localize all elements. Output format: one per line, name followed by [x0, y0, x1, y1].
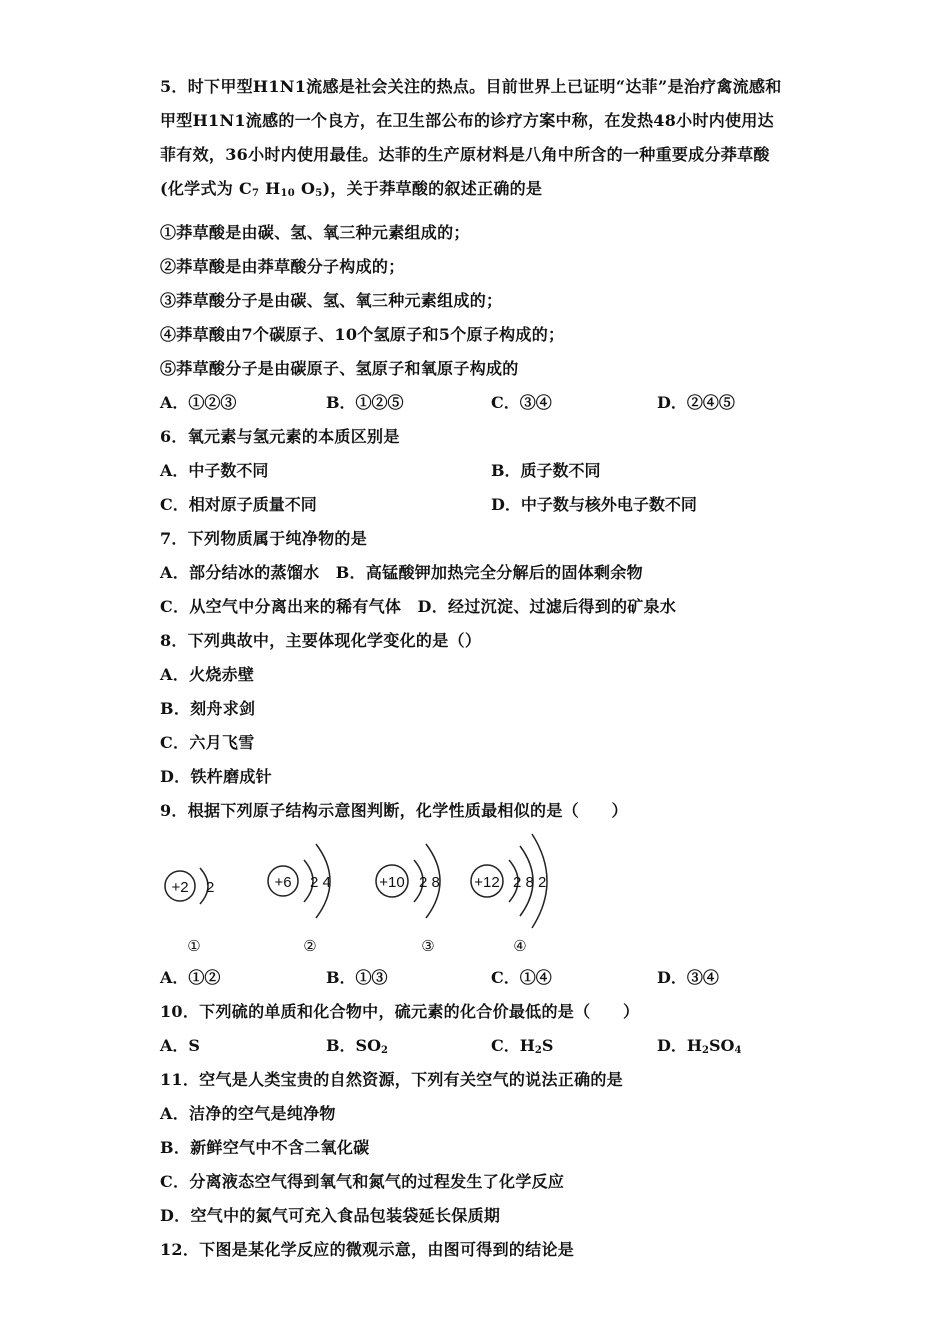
- q11-option-d[interactable]: D．空气中的氮气可充入食品包装袋延长保质期: [160, 1206, 501, 1225]
- q5-option-d[interactable]: D．②④⑤: [657, 393, 735, 412]
- q5-statement-2: ②莽草酸是由莽草酸分子构成的；: [160, 257, 405, 276]
- q7-options-line-2[interactable]: C．从空气中分离出来的稀有气体 D．经过沉淀、过滤后得到的矿泉水: [160, 597, 677, 616]
- q5-formula-o-count: 5: [315, 188, 323, 199]
- q10-option-b[interactable]: [326, 1036, 388, 1061]
- q9-stem: 9．根据下列原子结构示意图判断，化学性质最相似的是（ ）: [160, 801, 628, 820]
- q5-option-a[interactable]: A．①②③: [160, 393, 237, 412]
- q11-option-b[interactable]: B．新鲜空气中不含二氧化碳: [160, 1138, 370, 1157]
- q10-option-d[interactable]: [657, 1036, 741, 1061]
- atom-4-nucleus: +12: [474, 874, 500, 891]
- q12-stem: 12．下图是某化学反应的微观示意，由图可得到的结论是: [160, 1240, 575, 1259]
- q6-option-b[interactable]: B．质子数不同: [491, 461, 601, 480]
- atom-4-electrons: 2 8 2: [513, 874, 547, 891]
- q5-formula-h: H: [259, 179, 281, 198]
- q5-statement-1: ①莽草酸是由碳、氢、氧三种元素组成的；: [160, 223, 470, 242]
- q5-statement-5: ⑤莽草酸分子是由碳原子、氢原子和氧原子构成的: [160, 359, 519, 378]
- q5-option-b[interactable]: B．①②⑤: [326, 393, 404, 412]
- q10-option-c-sub: 2: [534, 1045, 542, 1056]
- q7-options-line-1[interactable]: A．部分结冰的蒸馏水 B．高锰酸钾加热完全分解后的固体剩余物: [160, 563, 643, 582]
- q5-formula-prefix: (化学式为 C: [160, 179, 252, 198]
- q5-formula-o: O: [295, 179, 316, 198]
- q5-stem-line-2: 甲型H1N1流感的一个良方，在卫生部公布的诊疗方案中称，在发热48小时内使用达: [160, 111, 774, 130]
- q10-option-a[interactable]: A．S: [160, 1036, 200, 1055]
- q5-stem-line-3: 菲有效，36小时内使用最佳。达菲的生产原材料是八角中所含的一种重要成分莽草酸: [160, 145, 770, 164]
- q10-option-c-text: C．H: [491, 1036, 535, 1055]
- q10-option-d-sub-1: 2: [702, 1045, 709, 1056]
- q9-option-a[interactable]: A．①②: [160, 968, 221, 987]
- atom-2-nucleus: +6: [274, 874, 292, 891]
- q9-option-c[interactable]: C．①④: [491, 968, 552, 987]
- q5-formula-suffix: )，关于莽草酸的叙述正确的是: [322, 179, 543, 198]
- q10-option-d-text: D．H: [657, 1036, 702, 1055]
- q8-option-c[interactable]: C．六月飞雪: [160, 733, 255, 752]
- q11-option-c[interactable]: C．分离液态空气得到氧气和氮气的过程发生了化学反应: [160, 1172, 565, 1191]
- q6-option-c[interactable]: C．相对原子质量不同: [160, 495, 317, 514]
- q9-option-d[interactable]: D．③④: [657, 968, 719, 987]
- q5-formula-c-count: 7: [251, 188, 260, 199]
- atom-3-electrons: 2 8: [419, 874, 440, 891]
- q11-option-a[interactable]: A．洁净的空气是纯净物: [160, 1104, 336, 1123]
- atomic-structure-figure: [160, 826, 560, 956]
- q5-statement-3: ③莽草酸分子是由碳、氢、氧三种元素组成的；: [160, 291, 503, 310]
- q6-option-a[interactable]: A．中子数不同: [160, 461, 269, 480]
- q11-stem: 11．空气是人类宝贵的自然资源，下列有关空气的说法正确的是: [160, 1070, 623, 1089]
- q7-stem: 7．下列物质属于纯净物的是: [160, 529, 368, 548]
- atom-1-label: ①: [187, 938, 201, 955]
- q6-option-d[interactable]: D．中子数与核外电子数不同: [491, 495, 697, 514]
- atom-1-nucleus: +2: [171, 879, 189, 896]
- atom-3-nucleus: +10: [379, 874, 405, 891]
- q8-option-d[interactable]: D．铁杵磨成针: [160, 767, 272, 786]
- q5-formula-h-count: 10: [280, 188, 296, 199]
- q10-option-d-mid: SO: [708, 1036, 735, 1055]
- atom-4-label: ④: [513, 938, 527, 955]
- atom-2-label: ②: [303, 938, 317, 955]
- q10-option-c[interactable]: [491, 1036, 553, 1061]
- q5-statement-4: ④莽草酸由7个碳原子、10个氢原子和5个原子构成的；: [160, 325, 565, 344]
- q5-option-c[interactable]: C．③④: [491, 393, 552, 412]
- q8-option-a[interactable]: A．火烧赤壁: [160, 665, 255, 684]
- q10-option-b-sub: 2: [381, 1045, 388, 1056]
- q5-stem-line-1: 5．时下甲型H1N1流感是社会关注的热点。目前世界上已证明“达菲”是治疗禽流感和: [160, 77, 782, 96]
- atom-diagrams: [160, 826, 560, 956]
- q5-stem-line-4: [160, 179, 542, 204]
- q8-option-b[interactable]: B．刻舟求剑: [160, 699, 256, 718]
- q9-option-b[interactable]: B．①③: [326, 968, 388, 987]
- atom-2-electrons: 2 4: [310, 874, 331, 891]
- q8-stem: 8．下列典故中，主要体现化学变化的是（）: [160, 631, 482, 650]
- atom-3-label: ③: [421, 938, 435, 955]
- q10-stem: 10．下列硫的单质和化合物中，硫元素的化合价最低的是（ ）: [160, 1002, 640, 1021]
- q10-option-c-suffix: S: [541, 1036, 554, 1055]
- q6-stem: 6．氧元素与氢元素的本质区别是: [160, 427, 400, 446]
- q10-option-d-sub-2: 4: [734, 1045, 742, 1056]
- q10-option-b-text: B．SO: [326, 1036, 382, 1055]
- atom-1-electrons: 2: [206, 879, 215, 896]
